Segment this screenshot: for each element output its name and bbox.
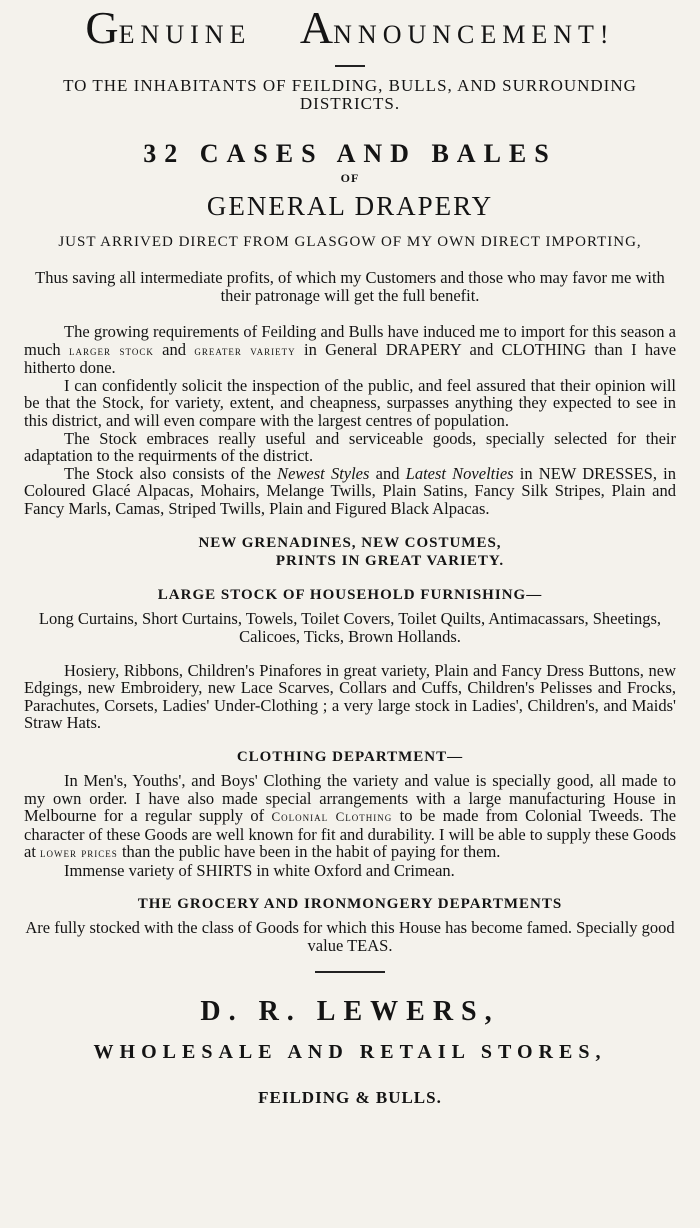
arrived-line: JUST ARRIVED DIRECT FROM GLASGOW OF MY OWN DIRECT IMPORTING, [58, 234, 642, 250]
signature-block [24, 997, 676, 1108]
household-text: Long Curtains, Short Curtains, Towels, Toilet Covers, Toilet Quilts, Antimacassars, Sheetings, Calicoes, Ticks, Brown Hollands. [38, 608, 662, 646]
saving-line: Thus saving all intermediate profits, of which my Customers and those who may favor me with their patronage will get the full benefit. [35, 268, 665, 305]
clothing-section [24, 748, 676, 880]
grenadines-section [24, 534, 676, 570]
paragraph-requirements: The growing requirements of Feilding and Bulls have induced me to import for this season a much larger stock and greater variety in General DRAPERY and CLOTHING than I have hitherto done. [24, 322, 677, 378]
grenadines-line-2: PRINTS IN GREAT VARIETY. [275, 552, 505, 569]
drapery-title: GENERAL DRAPERY [206, 191, 494, 221]
shirts-text: Immense variety of SHIRTS in white Oxford and Crimean. [64, 860, 455, 880]
merchant-name: D. R. LEWERS, [200, 996, 500, 1028]
inhabitants-line: TO THE INHABITANTS OF FEILDING, BULLS, AND SURROUNDING DISTRICTS. [63, 76, 637, 113]
headline-word-genuine: GENUINE [85, 2, 252, 53]
household-heading: LARGE STOCK OF HOUSEHOLD FURNISHING— [157, 586, 543, 603]
headline-word-announcement: ANNOUNCEMENT! [299, 2, 615, 53]
paragraph-stock-embraces: The Stock embraces really useful and serviceable goods, specially selected for their adaptation to the requirments of the district. [24, 428, 676, 466]
top-divider [335, 65, 365, 67]
grenadines-line-1: NEW GRENADINES, NEW COSTUMES, [198, 534, 502, 551]
grocery-heading: THE GROCERY AND IRONMONGERY DEPARTMENTS [137, 896, 563, 913]
cases-line: 32 CASES AND BALES [143, 139, 557, 168]
hosiery-text: Hosiery, Ribbons, Children's Pinafores in great variety, Plain and Fancy Dress Buttons, new Edgings, new Embroidery, new Lace Scarves, Collars and Cuffs, Children's Pelisses and Frocks, Parachutes, Corsets, Ladies' Under-Clothing ; a very large stock in Ladies', Children's, and Maids' Straw Hats. [24, 660, 676, 733]
main-paragraphs [24, 323, 676, 518]
clothing-heading: CLOTHING DEPARTMENT— [236, 748, 464, 765]
grocery-section [24, 895, 676, 955]
paragraph-solicit: I can confidently solicit the inspection of the public, and feel assured that their opinion will be that the Stock, for variety, extent, and cheapness, surpasses anything they expected to see in this district, and will even compare with the largest centres of population. [24, 375, 676, 430]
household-section [24, 586, 676, 646]
of-word: OF [340, 171, 360, 185]
location-line: FEILDING & BULLS. [258, 1088, 442, 1108]
hosiery-section [24, 662, 676, 732]
stores-line: WHOLESALE AND RETAIL STORES, [93, 1041, 607, 1064]
grocery-text: Are fully stocked with the class of Goods for which this House has become famed. Specially good value TEAS. [25, 918, 675, 956]
signature-divider [315, 971, 385, 973]
paragraph-stock-consists: The Stock also consists of the Newest Styles and Latest Novelties in NEW DRESSES, in Coloured Glacé Alpacas, Mohairs, Melange Twills, Plain Satins, Fancy Silk Stripes, Plain and Fancy Marls, Camas, Striped Twills, Plain and Figured Black Alpacas. [24, 463, 676, 518]
headline [24, 2, 676, 55]
clothing-text: In Men's, Youths', and Boys' Clothing the variety and value is specially good, all made to my own order. I have also made special arrangements with a large manufacturing House in Melbourne for a regular supply of Colonial Clothing to be made from Colonial Tweeds. The character of these Goods are well known for fit and durability. I will be able to supply these Goods at lower prices than the public have been in the habit of paying for them. [24, 770, 677, 862]
